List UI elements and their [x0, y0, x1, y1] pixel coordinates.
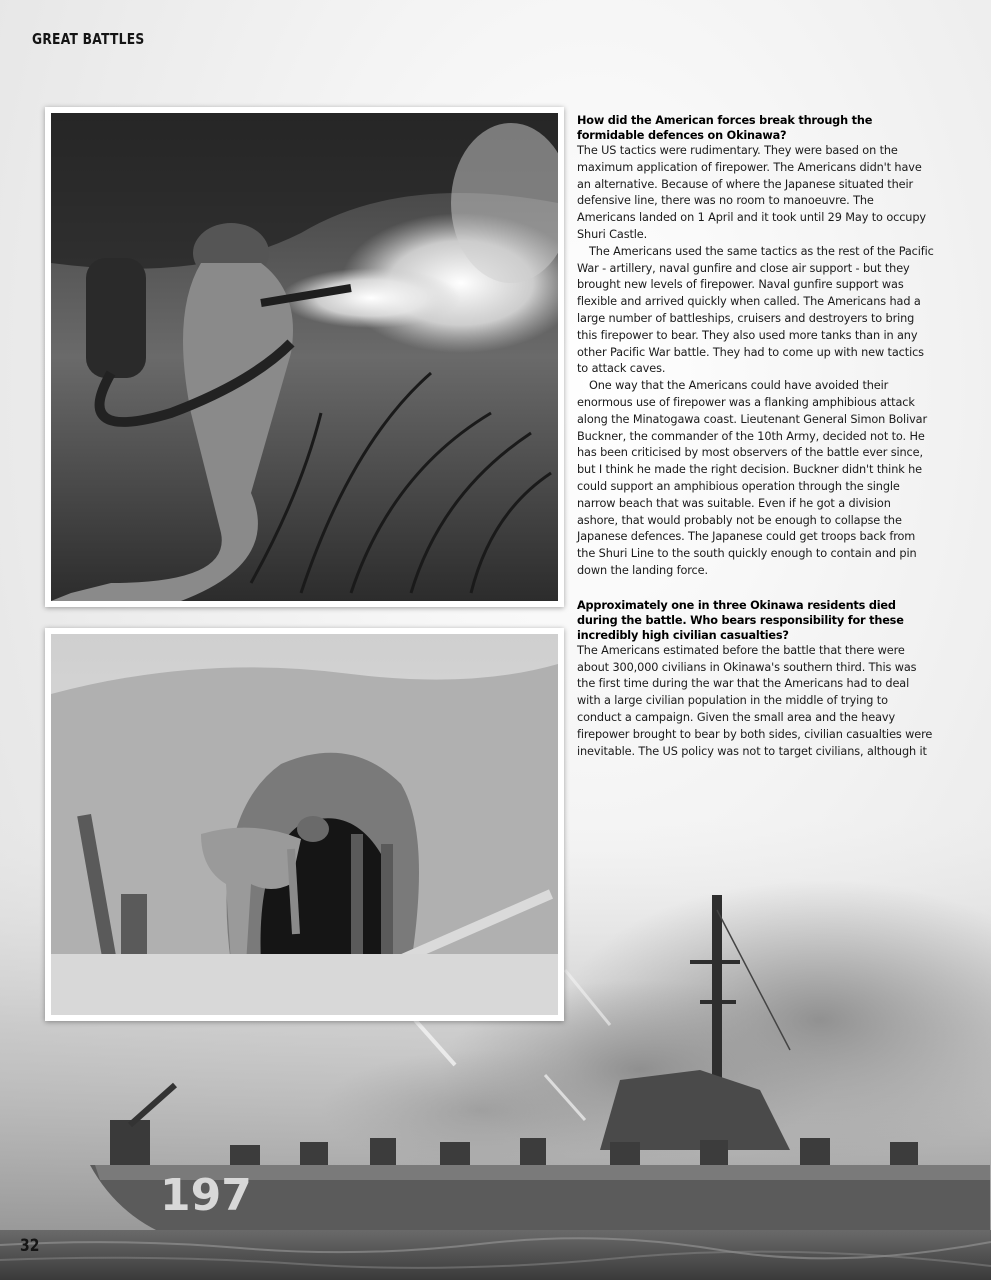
answer-paragraph: The Americans used the same tactics as the rest of the Pacific War - artillery, naval gunfire and close air support - but they brought new levels of firepower. Naval gunfire support was flexible and arrived quickly when called. The Americans had a large number of battleships, cruisers and destroyers to bring this firepower to bear. They also used more tanks than in any other Pacific War battle. They had to come up with new tactics to attack caves.	[577, 244, 934, 376]
answer-paragraph: The US tactics were rudimentary. They were based on the maximum application of firepower. The Americans didn't have an alternative. Because of where the Japanese situated their defensive line, there was no room to manoeuvre. The Americans landed on 1 April and it took until 29 May to occupy Shuri Castle.	[577, 144, 926, 241]
flamethrower-photo-image	[51, 113, 558, 601]
cave-entrance-photo-image	[51, 634, 558, 1015]
hull-number: 197	[160, 1170, 252, 1221]
question-heading-2: Approximately one in three Okinawa residents died during the battle. Who bears responsibility for these incredibly high civilian casualties?	[577, 598, 904, 642]
flamethrower-photo	[45, 107, 564, 607]
question-heading-1: How did the American forces break through the formidable defences on Okinawa?	[577, 114, 873, 142]
answer-paragraph: One way that the Americans could have avoided their enormous use of firepower was a flanking amphibious attack along the Minatogawa coast. Lieutenant General Simon Bolivar Buckner, the commander of the 10th Army, decided not to. He has been criticised by most observers of the battle ever since, but I think he made the right decision. Buckner didn't think he could support an amphibious operation through the single narrow beach that was suitable. Even if he got a division ashore, that would probably not be enough to collapse the Japanese defences. The Japanese could get troops back from the Shuri Line to the south quickly enough to contain and pin down the landing force.	[577, 379, 927, 577]
page-number: 32	[20, 1236, 40, 1256]
cave-entrance-photo	[45, 628, 564, 1021]
article-text	[577, 113, 935, 760]
section-label: GREAT BATTLES	[32, 30, 145, 48]
answer-paragraph: The Americans estimated before the battle that there were about 300,000 civilians in Okinawa's southern third. This was the first time during the war that the Americans had to deal with a large civilian population in the middle of trying to conduct a campaign. Given the small area and the heavy firepower brought to bear by both sides, civilian casualties were inevitable. The US policy was not to target civilians, although it	[577, 643, 933, 758]
